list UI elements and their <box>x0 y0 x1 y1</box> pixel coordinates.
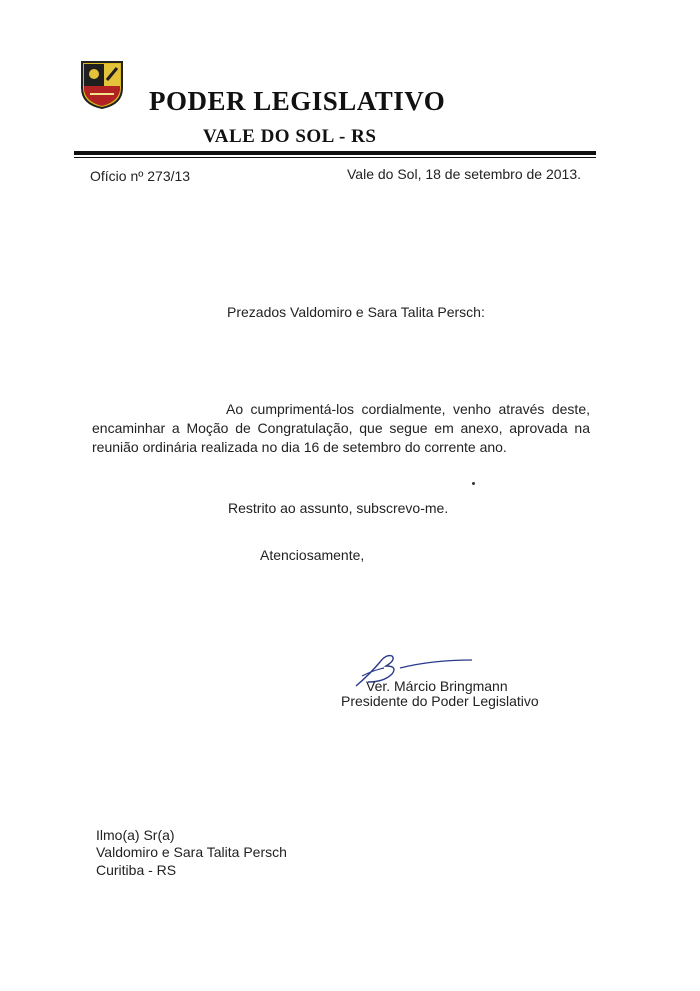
recipient-names: Valdomiro e Sara Talita Persch <box>96 844 287 860</box>
header-divider <box>74 151 596 155</box>
letterhead-subtitle: VALE DO SOL - RS <box>203 126 377 147</box>
municipal-coat-of-arms-icon <box>78 58 126 110</box>
place-date: Vale do Sol, 18 de setembro de 2013. <box>347 166 582 182</box>
scan-speck <box>472 482 475 485</box>
signatory-name: Ver. Márcio Bringmann <box>366 678 508 694</box>
recipient-city: Curitiba - RS <box>96 862 177 878</box>
closing-line: Restrito ao assunto, subscrevo-me. <box>228 500 449 516</box>
office-number: Ofício nº 273/13 <box>90 168 191 184</box>
letterhead-title: PODER LEGISLATIVO <box>149 86 446 116</box>
header-divider-thin <box>74 157 596 158</box>
recipient-title: Ilmo(a) Sr(a) <box>96 827 175 843</box>
signatory-role: Presidente do Poder Legislativo <box>341 693 539 709</box>
body-paragraph: Ao cumprimentá-los cordialmente, venho através deste, encaminhar a Moção de Congratulação, que segue em anexo, aprovada na reunião ordinária realizada no dia 16 de setembro do corrente ano. <box>92 401 590 455</box>
valediction: Atenciosamente, <box>260 547 365 563</box>
salutation: Prezados Valdomiro e Sara Talita Persch: <box>227 304 485 320</box>
